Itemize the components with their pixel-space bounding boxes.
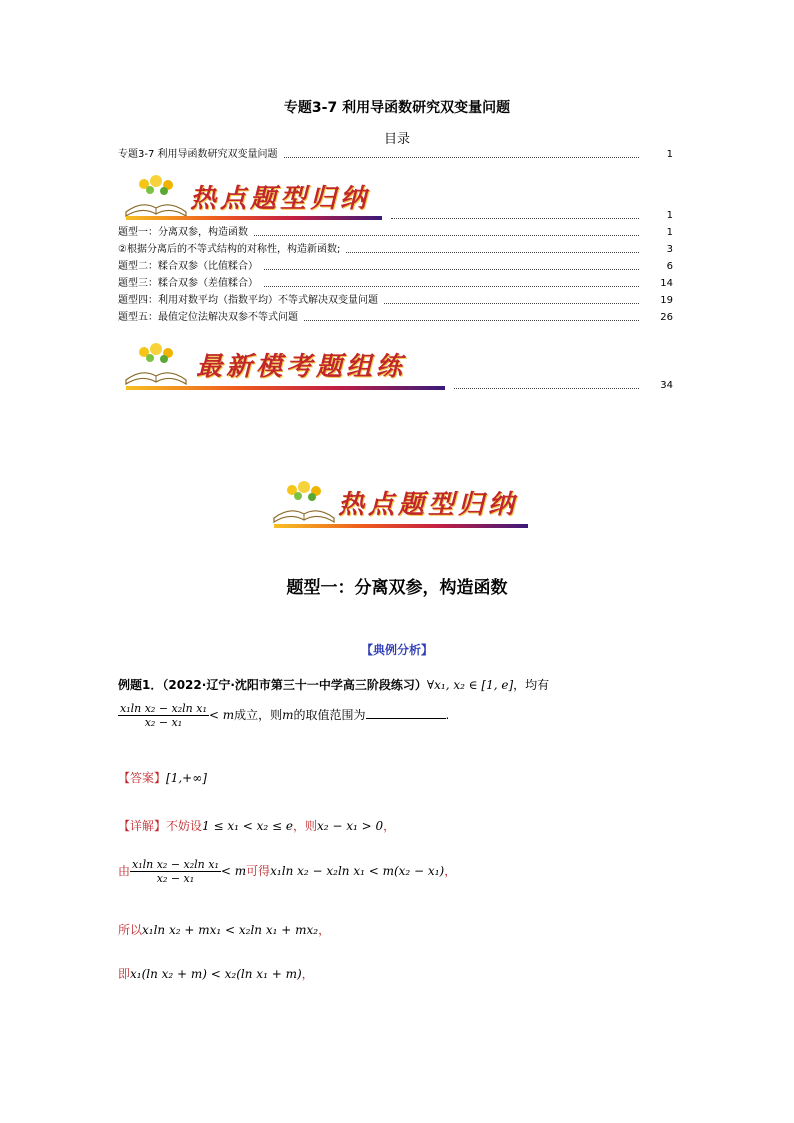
toc-entry-page: 6 [666,261,673,272]
inequality-m: < m [208,708,235,722]
example-label: 例题1． [118,678,163,692]
toc-entry-page: 19 [660,295,673,306]
toc-entry-page: 34 [660,380,673,391]
toc-entry-label: ②根据分离后的不等式结构的对称性，构造新函数; [118,244,341,255]
answer-label: 【答案】 [118,771,167,785]
toc-entry-page: 1 [666,227,673,238]
detail-text: ， [383,819,396,833]
toc-entry-page: 1 [666,149,673,160]
toc-leader-dots [346,252,639,253]
gradient-bar [274,524,528,528]
example-fraction [118,702,209,729]
detail-fraction [130,858,221,885]
toc-entry[interactable] [385,208,673,222]
gradient-bar [126,216,382,220]
hot-topics-banner [268,478,528,528]
detail-line-2 [118,858,456,885]
toc-entry-page: 26 [660,312,673,323]
toc-heading: 目录 [383,132,410,147]
variable-m: m [282,708,294,722]
toc-entry[interactable] [118,225,673,239]
detail-math: x₁(ln x₂ + m) < x₂(ln x₁ + m) [130,967,302,981]
toc-leader-dots [454,388,639,389]
open-book-flowers-icon [268,478,338,526]
question-period: . [445,708,450,722]
example-domain-math: ∀x₁, x₂ ∈ [1, e] [426,678,514,692]
detail-text: ， [444,864,457,878]
open-book-flowers-icon [120,340,190,388]
toc-entry-label: 专题3-7 利用导函数研究双变量问题 [118,149,278,160]
detail-text: ， [318,923,331,937]
detail-text: 所以 [118,923,143,937]
banner-title: 热点题型归纳 [190,184,371,214]
gradient-bar [126,386,445,390]
toc-entry-page: 3 [666,244,673,255]
answer-value: [1,+∞] [166,771,207,785]
detail-text: ， [301,967,314,981]
section-heading: 题型一：分离双参，构造函数 [286,578,508,598]
example-stem-tail: ，均有 [513,678,550,692]
toc-entry[interactable] [118,147,673,161]
detail-math: x₁ln x₂ − x₂ln x₁ < m(x₂ − x₁) [270,864,445,878]
detail-text: 不妨设 [166,819,203,833]
toc-entry[interactable] [448,378,673,392]
detail-line-3 [118,921,330,938]
toc-entry[interactable] [118,293,673,307]
fraction-denominator: x₂ − x₁ [144,716,183,729]
detail-math: 1 ≤ x₁ < x₂ ≤ e [202,819,293,833]
toc-entry-page: 1 [666,210,673,221]
example-stem [118,676,549,693]
detail-text: ，则 [292,819,317,833]
toc-entry-label: 题型三：糅合双参（差值糅合） [118,278,258,289]
question-text: 的取值范围为 [293,708,366,722]
detail-text: 即 [118,967,131,981]
toc-entry-page: 14 [660,278,673,289]
toc-entry-label: 题型一：分离双参，构造函数 [118,227,248,238]
toc-entry-label: 题型五：最值定位法解决双参不等式问题 [118,312,298,323]
toc-entry[interactable] [118,242,673,256]
toc-leader-dots [264,269,639,270]
toc-entry[interactable] [118,310,673,324]
toc-entry[interactable] [118,259,673,273]
toc-entry[interactable] [118,276,673,290]
inequality-m: < m [220,864,247,878]
example-analysis-heading: 【典例分析】 [360,643,433,657]
toc-leader-dots [264,286,639,287]
toc-leader-dots [384,303,639,304]
banner-title: 热点题型归纳 [338,490,519,520]
detail-text: 可得 [246,864,271,878]
example-condition [118,702,449,729]
fraction-denominator: x₂ − x₁ [156,872,195,885]
detail-text: 由 [118,864,131,878]
answer-line [118,769,207,786]
detail-math: x₁ln x₂ + mx₁ < x₂ln x₁ + mx₂ [142,923,319,937]
example-source: （2022·辽宁·沈阳市第三十一中学高三阶段练习） [162,678,427,692]
detail-label: 【详解】 [118,819,167,833]
banner-title: 最新模考题组练 [196,352,407,382]
toc-entry-label: 题型四：利用对数平均（指数平均）不等式解决双变量问题 [118,295,378,306]
toc-leader-dots [304,320,639,321]
fraction-numerator: x₁ln x₂ − x₂ln x₁ [120,702,207,715]
document-title: 专题3-7 利用导函数研究双变量问题 [283,100,511,116]
toc-entry-label: 题型二：糅合双参（比值糅合） [118,261,258,272]
condition-text: 成立，则 [234,708,283,722]
fraction-numerator: x₁ln x₂ − x₂ln x₁ [132,858,219,871]
toc-leader-dots [254,235,639,236]
detail-math: x₂ − x₁ > 0 [317,819,384,833]
detail-line-4 [118,965,314,982]
toc-leader-dots [284,157,639,158]
detail-line-1 [118,817,395,834]
toc-leader-dots [391,218,639,219]
open-book-flowers-icon [120,172,190,220]
hot-topics-banner-toc [120,172,382,220]
answer-blank [366,706,446,719]
latest-exams-banner [120,340,445,390]
